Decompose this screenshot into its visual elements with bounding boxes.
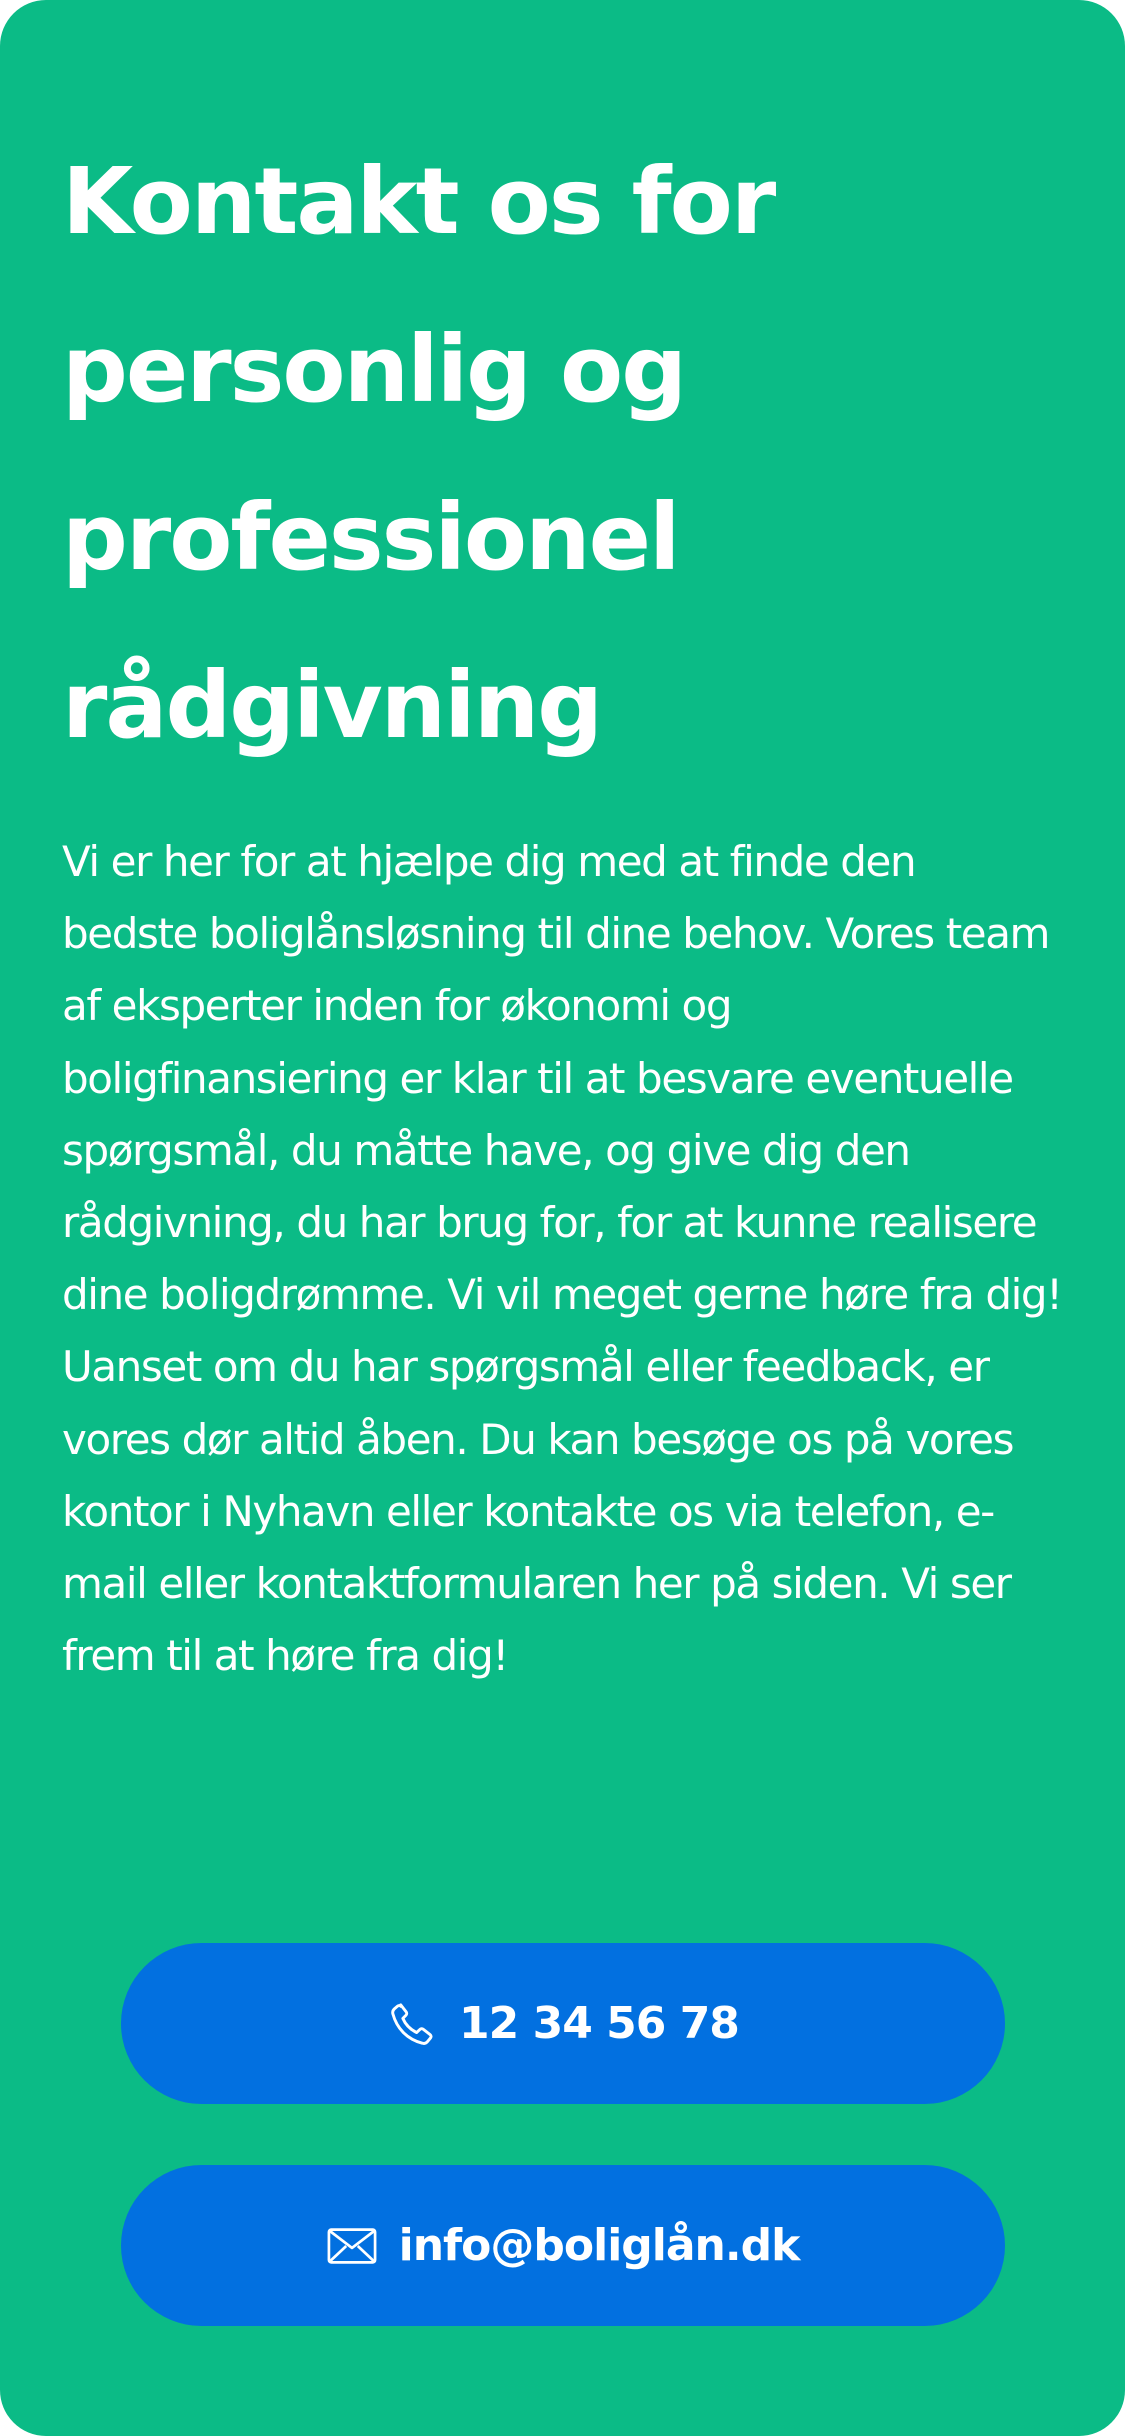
email-button[interactable]: [121, 2165, 1005, 2326]
phone-number-label: 12 34 56 78: [459, 1998, 739, 2049]
phone-icon: [387, 1999, 437, 2049]
phone-button[interactable]: [121, 1943, 1005, 2104]
contact-title: Kontakt os for personlig og professionel rådgivning: [62, 148, 775, 759]
contact-description: Vi er her for at hjælpe dig med at finde den bedste boliglånsløsning til dine behov. Vores team af eksperter inden for økonomi og boligfinansiering er klar til at besvare eventuelle spørgsmål, du måtte have, og give dig den rådgivning, du har brug for, for at kunne realisere dine boligdrømme. Vi vil meget gerne høre fra dig! Uanset om du har spørgsmål eller feedback, er vores dør altid åben. Du kan besøge os på vores kontor i Nyhavn eller kontakte os via telefon, e-mail eller kontaktformularen her på siden. Vi ser frem til at høre fra dig!: [62, 837, 1062, 1681]
envelope-icon: [327, 2226, 377, 2266]
email-address-label: info@boliglån.dk: [398, 2220, 800, 2271]
